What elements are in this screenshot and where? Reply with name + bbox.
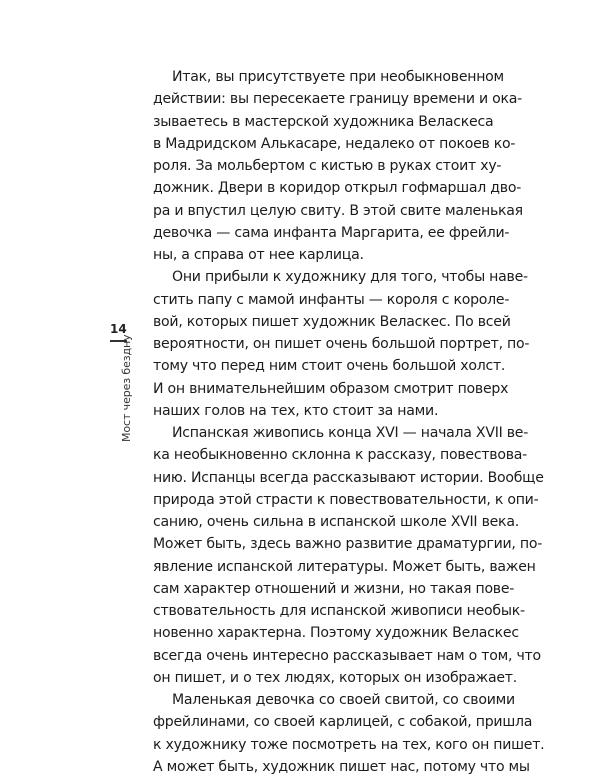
paragraph — [153, 266, 530, 422]
text-line: Маленькая девочка со своей свитой, со своими — [172, 692, 515, 708]
text-line: тому что перед ним стоит очень большой холст. — [153, 358, 506, 375]
text-line: вероятности, он пишет очень большой портрет, по- — [153, 336, 530, 352]
text-line: роля. За мольбертом с кистью в руках стоит ху- — [153, 158, 502, 174]
text-line: новенно характерна. Поэтому художник Веласкес — [153, 625, 519, 642]
text-line: стить папу с мамой инфанты — короля с короле- — [153, 291, 510, 308]
text-line: ра и впустил целую свиту. В этой свите маленькая — [153, 202, 523, 219]
text-line: Итак, вы присутствуете при необыкновенном — [172, 69, 504, 85]
text-line: природа этой страсти к повествовательности, к опи- — [153, 491, 539, 508]
text-line: ствовательность для испанской живописи необык- — [153, 603, 525, 619]
body-text — [153, 66, 545, 778]
text-line: нию. Испанцы всегда рассказывают истории. Вообще — [153, 469, 544, 486]
text-line: к художнику тоже посмотреть на тех, кого он пишет. — [153, 736, 545, 753]
text-line: явление испанской литературы. Может быть, важен — [153, 558, 536, 575]
text-line: дожник. Двери в коридор открыл гофмаршал дво- — [153, 180, 522, 197]
paragraph — [153, 422, 544, 689]
text-line: ка необыкновенно склонна к рассказу, повествова- — [153, 447, 528, 464]
text-line: А может быть, художник пишет нас, потому что мы — [153, 758, 530, 775]
text-line: действии: вы пересекаете границу времени и ока- — [153, 91, 523, 108]
text-line: ны, а справа от нее карлица. — [153, 247, 364, 263]
page-number: 14 — [110, 322, 127, 336]
text-line: наших голов на тех, кто стоит за нами. — [153, 402, 439, 419]
text-line: Может быть, здесь важно развитие драматургии, по- — [153, 536, 543, 553]
paragraph — [153, 66, 523, 266]
text-line: санию, очень сильна в испанской школе XVII века. — [153, 514, 519, 530]
text-line: фрейлинами, со своей карлицей, с собакой, пришла — [153, 714, 533, 731]
text-line: И он внимательнейшим образом смотрит поверх — [153, 380, 509, 397]
text-line: девочка — сама инфанта Маргарита, ее фрейли- — [153, 224, 510, 241]
text-line: в Мадридском Алькасаре, недалеко от покоев ко- — [153, 135, 516, 152]
text-line: всегда очень интересно рассказывает нам о том, что — [153, 647, 541, 664]
text-line: Испанская живопись конца XVI — начала XVII ве- — [172, 425, 529, 441]
running-head: Мост через бездну — [120, 334, 133, 442]
paragraph — [153, 689, 545, 778]
text-line: сам характер отношений и жизни, но такая пове- — [153, 580, 515, 597]
text-line: Они прибыли к художнику для того, чтобы наве- — [172, 269, 528, 286]
text-line: зываетесь в мастерской художника Веласкеса — [153, 113, 494, 130]
text-line: он пишет, и о тех людях, которых он изображает. — [153, 669, 517, 686]
text-line: вой, которых пишет художник Веласкес. По всей — [153, 313, 511, 330]
